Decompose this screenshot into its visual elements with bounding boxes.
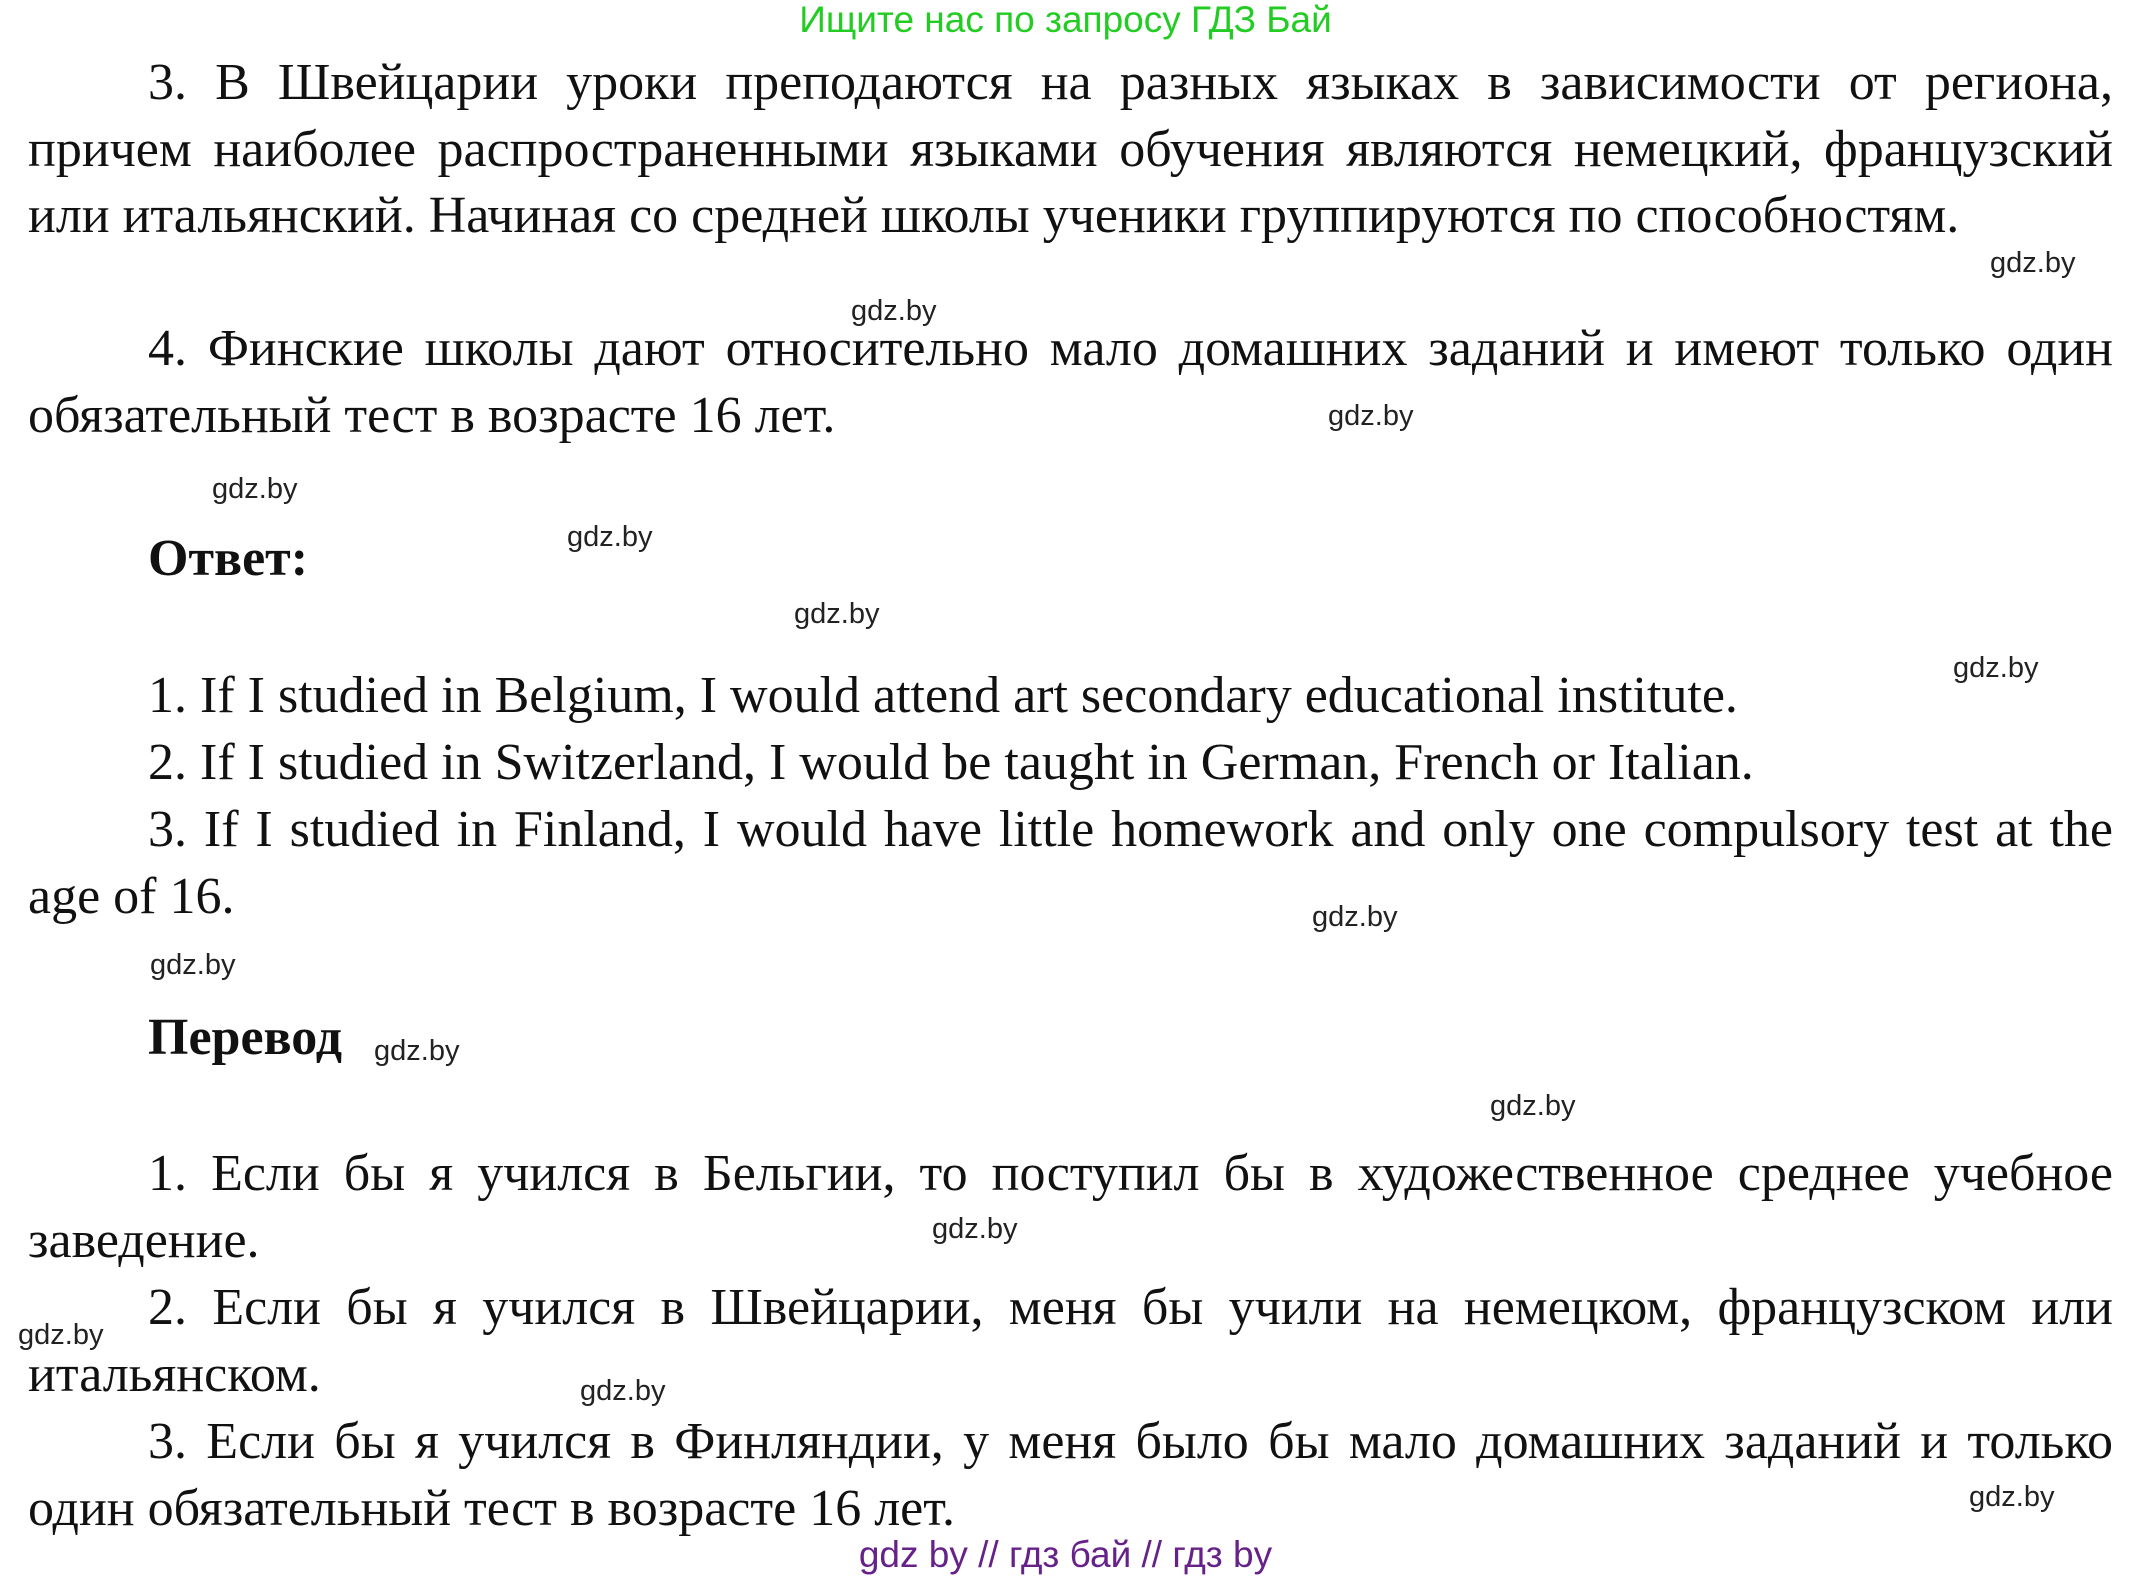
- answer-heading: Ответ:: [148, 530, 309, 587]
- translation-heading: Перевод: [148, 1009, 343, 1066]
- answer-item-1: 1. If I studied in Belgium, I would attend art secondary educational institute.: [148, 667, 1738, 724]
- watermark: gdz.by: [212, 473, 298, 505]
- watermark: gdz.by: [1969, 1481, 2055, 1513]
- task-item-4: 4. Финские школы дают относительно мало домашних заданий и имеют только один обязательный тест в возрасте 16 лет.: [28, 320, 2113, 444]
- watermark: gdz.by: [374, 1035, 460, 1067]
- site-banner: Ищите нас по запросу ГДЗ Бай: [799, 0, 1332, 40]
- translation-item-1: 1. Если бы я учился в Бельгии, то поступил бы в художественное среднее учебное заведение.: [28, 1145, 2113, 1269]
- watermark: gdz.by: [1328, 400, 1414, 432]
- answer-item-3: 3. If I studied in Finland, I would have little homework and only one compulsory test at the age of 16.: [28, 801, 2113, 925]
- watermark: gdz.by: [1490, 1090, 1576, 1122]
- watermark: gdz.by: [932, 1213, 1018, 1245]
- watermark: gdz.by: [1990, 247, 2076, 279]
- translation-item-3: 3. Если бы я учился в Финляндии, у меня было бы мало домашних заданий и только один обязательный тест в возрасте 16 лет.: [28, 1413, 2113, 1537]
- site-footer: gdz by // гдз бай // гдз by: [858, 1534, 1273, 1575]
- watermark: gdz.by: [567, 521, 653, 553]
- watermark: gdz.by: [18, 1319, 104, 1351]
- translation-item-2: 2. Если бы я учился в Швейцарии, меня бы учили на немецком, французском или итальянском.: [28, 1279, 2113, 1403]
- watermark: gdz.by: [1953, 652, 2039, 684]
- watermark: gdz.by: [851, 295, 937, 327]
- watermark: gdz.by: [580, 1375, 666, 1407]
- answer-item-2: 2. If I studied in Switzerland, I would be taught in German, French or Italian.: [148, 734, 1754, 791]
- watermark: gdz.by: [1312, 901, 1398, 933]
- task-item-3: 3. В Швейцарии уроки преподаются на разных языках в зависимости от региона, причем наиболее распространенными языками обучения являются немецкий, французский или итальянский. Начиная со средней школы ученики группируются по способностям.: [28, 54, 2113, 244]
- watermark: gdz.by: [150, 949, 236, 981]
- watermark: gdz.by: [794, 598, 880, 630]
